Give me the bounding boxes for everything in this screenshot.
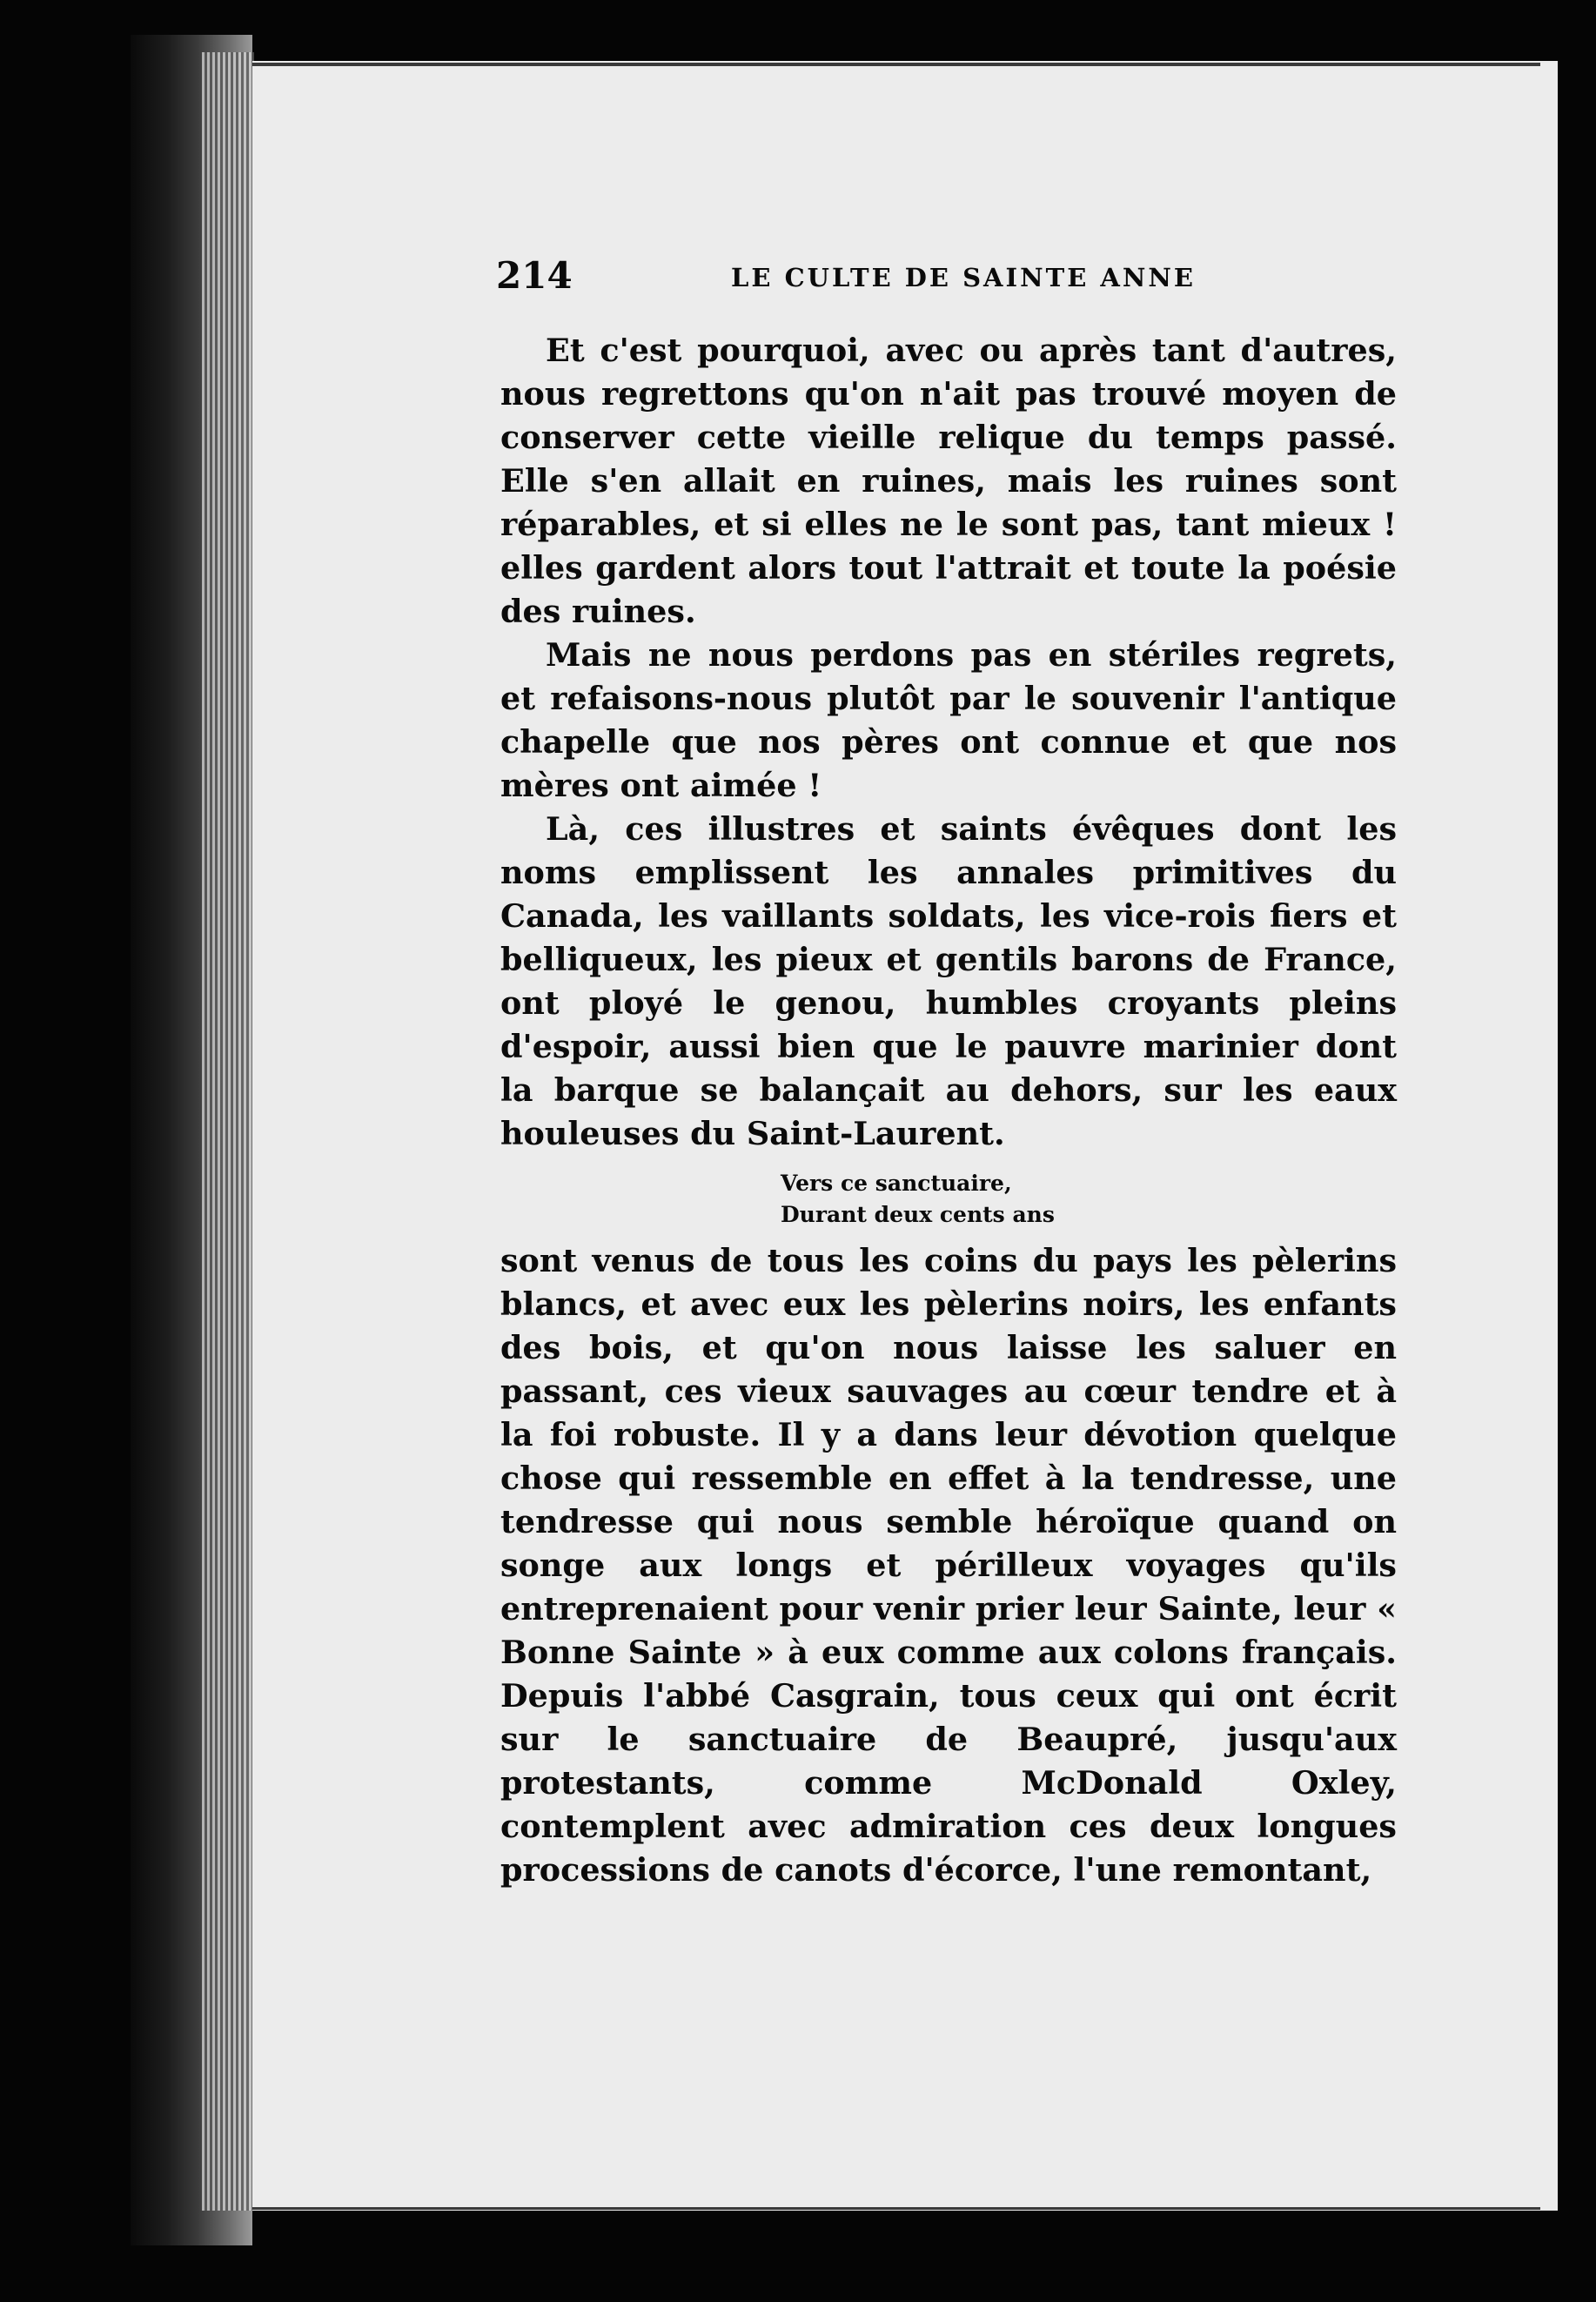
running-title: LE CULTE DE SAINTE ANNE [731,263,1197,292]
page-bottom-edge [252,2207,1540,2210]
page-edges [202,52,254,2211]
verse-line-1: Vers ce sanctuaire, [781,1171,1012,1196]
running-head [496,254,1436,306]
paragraph-continuation: sont venus de tous les coins du pays les pèlerins blancs, et avec eux les pèlerins noirs, les enfants des bois, et qu'on nous laisse les saluer en passant, ces vieux sauvages au cœur tendre et à la foi robuste. Il y a dans leur dévotion quelque chose qui ressemble en effet à la tendresse, une tendresse qui nous semble héroïque quand on songe aux longs et périlleux voyages qu'ils entreprenaient pour venir prier leur Sainte, leur « Bonne Sainte » à eux comme aux colons français. Depuis l'abbé Casgrain, tous ceux qui ont écrit sur le sanctuaire de Beaupré, jusqu'aux protestants, comme McDonald Oxley, contemplent avec admiration ces deux longues processions de canots d'écorce, l'une remontant, [500,1242,1397,1889]
page-number: 214 [496,254,573,297]
verse-quote [500,1168,1397,1231]
page-top-edge [252,63,1540,66]
paragraph-1: Et c'est pourquoi, avec ou après tant d'autres, nous regrettons qu'on n'ait pas trouvé moyen de conserver cette vieille relique du temps passé. Elle s'en allait en ruines, mais les ruines sont réparables, et si elles ne le sont pas, tant mieux ! elles gardent alors tout l'attrait et toute la poésie des ruines. [500,332,1397,630]
verse-line-2: Durant deux cents ans [781,1202,1055,1227]
body-text [500,329,1397,1892]
paragraph-3: Là, ces illustres et saints évêques dont les noms emplissent les annales primitives du Canada, les vaillants soldats, les vice-rois fiers et belliqueux, les pieux et gentils barons de France, ont ployé le genou, humbles croyants pleins d'espoir, aussi bien que le pauvre marinier dont la barque se balançait au dehors, sur les eaux houleuses du Saint-Laurent. [500,810,1397,1152]
paragraph-2: Mais ne nous perdons pas en stériles regrets, et refaisons-nous plutôt par le souvenir l'antique chapelle que nos pères ont connue et que nos mères ont aimée ! [500,636,1397,804]
